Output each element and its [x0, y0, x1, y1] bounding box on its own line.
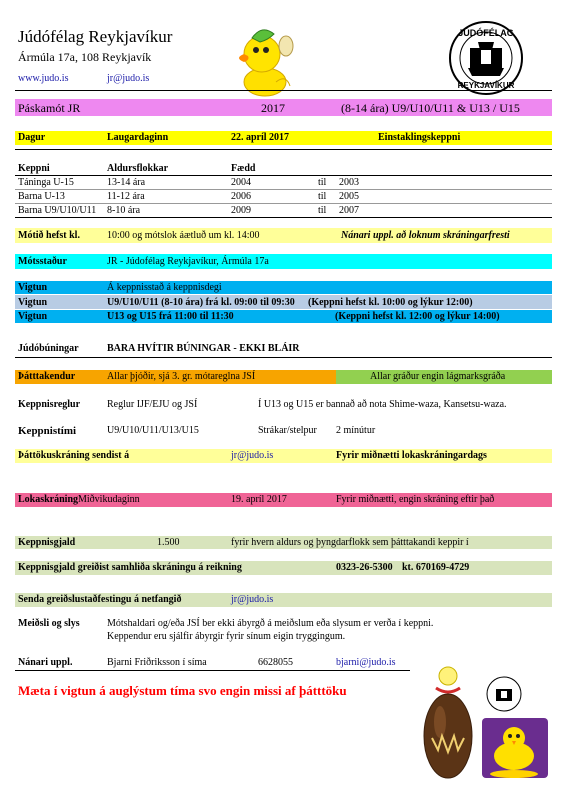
meidsli-line1: Mótshaldari og/eða JSÍ ber ekki ábyrgð á meiðslum eða slysum er verða í keppni. [107, 618, 434, 629]
table-header-keppni: Keppni [18, 163, 50, 174]
table-row-keppni: Táninga U-15 [18, 177, 74, 188]
meidsli-line2: Keppendur eru sjálfir ábyrgir fyrir sínum eigin tryggingum. [107, 631, 346, 642]
club-logo-small [486, 676, 522, 712]
vigtun-value: Á keppnisstað á keppnisdegi [107, 282, 222, 293]
chocolate-easter-egg-illustration [418, 662, 478, 784]
logo-top-text: JÚDÓFÉLAG [458, 28, 514, 38]
skraning-note: Fyrir miðnætti lokaskráningardags [336, 450, 487, 461]
vigtun-label: Vigtun [18, 311, 48, 322]
motid-label: Mótið hefst kl. [18, 230, 80, 241]
greidist-label: Keppnisgjald greiðist samhliða skráningu á reikning [18, 562, 242, 573]
table-row-til: til [318, 191, 327, 202]
keppnistimi-value: U9/U10/U11/U13/U15 [107, 425, 199, 436]
club-address: Ármúla 17a, 108 Reykjavík [18, 50, 152, 64]
keppnistimi-who: Strákar/stelpur [258, 425, 317, 436]
kvittun-email-link[interactable]: jr@judo.is [231, 594, 274, 605]
lokaskraning-date: 19. apríl 2017 [231, 494, 287, 505]
thatttakendur-value: Allar þjóðir, sjá 3. gr. mótareglna JSÍ [107, 371, 256, 382]
footer-reminder: Mæta í vigtun á auglýstum tíma svo engin missi af þátttöku [18, 683, 347, 698]
skraning-email-link[interactable]: jr@judo.is [231, 450, 274, 461]
table-row-aldur: 8-10 ára [107, 205, 141, 216]
dagur-date: 22. apríl 2017 [231, 132, 290, 143]
motid-value: 10:00 og mótslok áætluð um kl. 14:00 [107, 230, 260, 241]
greidist-account: 0323-26-5300 [336, 562, 393, 573]
kvittun-label: Senda greiðslustaðfestingu á netfangið [18, 594, 182, 605]
thatttakendur-label: Þátttakendur [18, 371, 76, 382]
table-row-from: 2009 [231, 205, 251, 216]
dagur-label: Dagur [18, 132, 46, 143]
nanari-label: Nánari uppl. [18, 657, 73, 668]
vigtun-value: U9/U10/U11 (8-10 ára) frá kl. 09:00 til 09:30 [107, 297, 295, 308]
table-row-aldur: 11-12 ára [107, 191, 145, 202]
dagur-type: Einstaklingskeppni [378, 132, 461, 143]
club-logo [448, 20, 524, 96]
keppnistimi-label: Keppnistími [18, 425, 77, 437]
vigtun-value: U13 og U15 frá 11:00 til 11:30 [107, 311, 234, 322]
vigtun-label: Vigtun [18, 282, 48, 293]
meidsli-label: Meiðsli og slys [18, 618, 80, 629]
table-row-to: 2007 [339, 205, 359, 216]
vigtun-band-1 [15, 281, 552, 294]
table-row-from: 2004 [231, 177, 251, 188]
motsstadur-label: Mótsstaður [18, 256, 67, 267]
event-groups: (8-14 ára) U9/U10/U11 & U13 / U15 [341, 101, 520, 115]
vigtun-note: (Keppni hefst kl. 12:00 og lýkur 14:00) [335, 311, 500, 322]
keppnisreglur-label: Keppnisreglur [18, 399, 81, 410]
vigtun-note: (Keppni hefst kl. 10:00 og lýkur 12:00) [308, 297, 473, 308]
skraning-label: Þáttökuskráning sendist á [18, 450, 130, 461]
table-row-til: til [318, 205, 327, 216]
keppnisgjald-note: fyrir hvern aldurs og þyngdarflokk sem þátttakandi keppir í [231, 537, 469, 548]
table-row-aldur: 13-14 ára [107, 177, 146, 188]
thatttakendur-note: Allar gráður engin lágmarksgráða [370, 371, 506, 382]
nanari-name: Bjarni Friðriksson í síma [107, 657, 207, 668]
keppnisreglur-note: Í U13 og U15 er bannað að nota Shime-waza, Kansetsu-waza. [258, 399, 507, 410]
dagur-weekday: Laugardaginn [107, 132, 169, 143]
table-row-to: 2005 [339, 191, 359, 202]
table-row-keppni: Barna U-13 [18, 191, 65, 202]
table-header-faedd: Fædd [231, 163, 256, 174]
event-title: Páskamót JR [18, 101, 81, 115]
table-row-to: 2003 [339, 177, 359, 188]
motid-note: Nánari uppl. að loknum skráningarfresti [341, 230, 510, 241]
club-name: Júdófélag Reykjavíkur [18, 27, 173, 46]
keppnisgjald-label: Keppnisgjald [18, 537, 76, 548]
buningar-value: BARA HVÍTIR BÚNINGAR - EKKI BLÁIR [107, 343, 300, 354]
nanari-email-link[interactable]: bjarni@judo.is [336, 657, 396, 668]
motsstadur-band [15, 254, 552, 269]
table-row-til: til [318, 177, 327, 188]
nanari-phone: 6628055 [258, 657, 293, 668]
keppnisgjald-amount: 1.500 [157, 537, 180, 548]
event-year: 2017 [261, 101, 285, 115]
logo-bottom-text: REYKJAVÍKUR [457, 81, 515, 90]
table-row-keppni: Barna U9/U10/U11 [18, 205, 97, 216]
buningar-label: Júdóbúningar [18, 343, 79, 354]
lokaskraning-label: Lokaskráning [18, 494, 79, 505]
website-link[interactable]: www.judo.is [18, 73, 69, 84]
lokaskraning-note: Fyrir miðnætti, engin skráning eftir það [336, 494, 495, 505]
email-link[interactable]: jr@judo.is [107, 73, 150, 84]
keppnisreglur-value: Reglur IJF/EJU og JSÍ [107, 399, 198, 410]
easter-chick-picture [480, 716, 550, 780]
keppnistimi-time: 2 mínútur [336, 425, 376, 436]
lokaskraning-weekday: Miðvikudaginn [78, 494, 140, 505]
greidist-kt: kt. 670169-4729 [402, 562, 470, 573]
table-row-from: 2006 [231, 191, 251, 202]
vigtun-label: Vigtun [18, 297, 48, 308]
motsstadur-value: JR - Júdofélag Reykjavíkur, Ármúla 17a [107, 256, 269, 267]
easter-chick-illustration [232, 24, 294, 98]
table-header-aldur: Aldursflokkar [107, 163, 169, 174]
